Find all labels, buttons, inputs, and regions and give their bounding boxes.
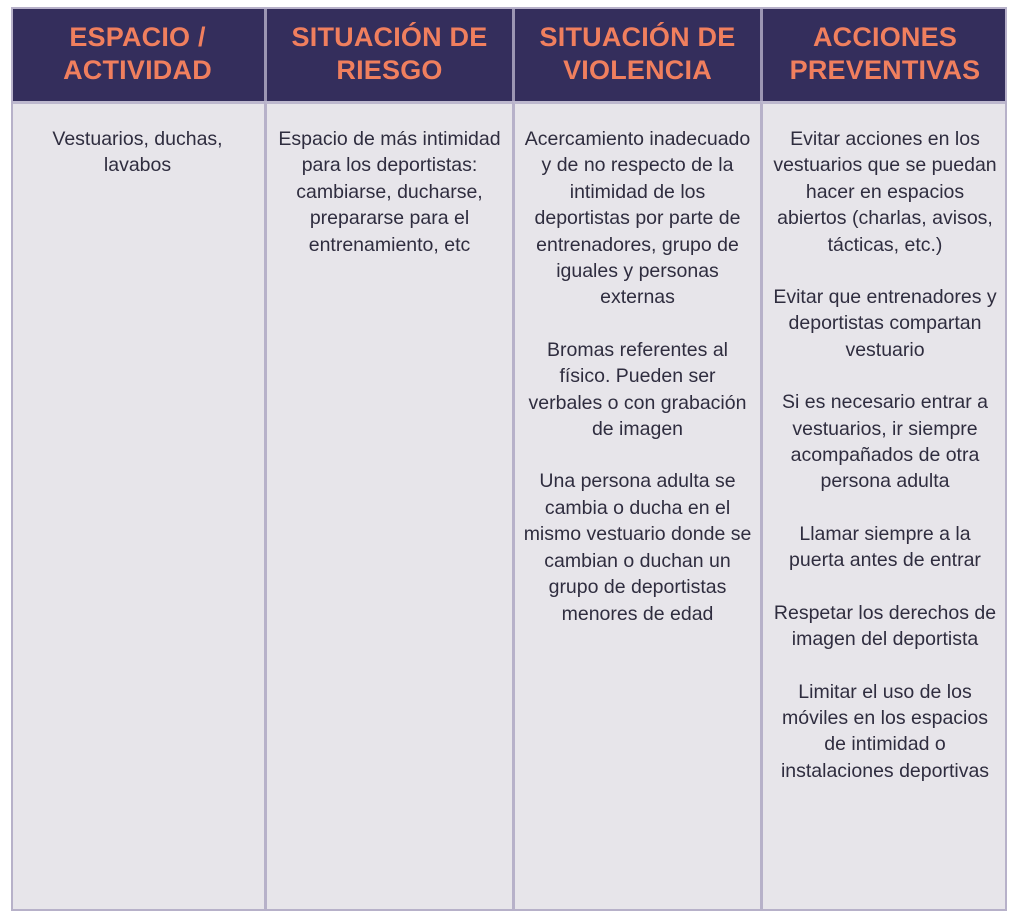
cell-text: Evitar acciones en los vestuarios que se puedan hacer en espacios abiertos (charlas, avisos, tácticas, etc.) (773, 128, 997, 256)
header-espacio-actividad (11, 7, 264, 101)
cell-text: Espacio de más intimidad para los deportistas: cambiarse, ducharse, prepararse para el entrenamiento, etc (278, 128, 501, 256)
header-label: ESPACIO / ACTIVIDAD (63, 22, 212, 85)
header-situacion-riesgo (264, 7, 512, 101)
cell-violencia (512, 101, 760, 911)
cell-riesgo (264, 101, 512, 911)
cell-espacio (11, 101, 264, 911)
header-situacion-violencia (512, 7, 760, 101)
cell-text: Acercamiento inadecuado y de no respecto de la intimidad de los deportistas por parte de entrenadores, grupo de iguales y personas externas (524, 128, 751, 309)
cell-text: Limitar el uso de los móviles en los espacios de intimidad o instalaciones deportivas (780, 680, 990, 782)
header-acciones-preventivas (760, 7, 1007, 101)
cell-text: Una persona adulta se cambia o ducha en el mismo vestuario donde se cambian o duchan un grupo de deportistas menores de edad (523, 470, 752, 625)
cell-text: Evitar que entrenadores y deportistas compartan vestuario (773, 286, 997, 361)
cell-text: Vestuarios, duchas, lavabos (52, 128, 223, 177)
cell-text: Respetar los derechos de imagen del deportista (773, 601, 997, 651)
prevention-table (11, 7, 1007, 911)
header-label: SITUACIÓN DE RIESGO (291, 22, 488, 85)
header-label: SITUACIÓN DE VIOLENCIA (539, 22, 736, 85)
cell-acciones (760, 101, 1007, 911)
header-label: ACCIONES PREVENTIVAS (789, 22, 981, 85)
cell-text: Bromas referentes al físico. Pueden ser verbales o con grabación de imagen (528, 338, 747, 441)
cell-text: Si es necesario entrar a vestuarios, ir siempre acompañados de otra persona adulta (782, 391, 988, 493)
cell-text: Llamar siempre a la puerta antes de entrar (789, 522, 981, 572)
